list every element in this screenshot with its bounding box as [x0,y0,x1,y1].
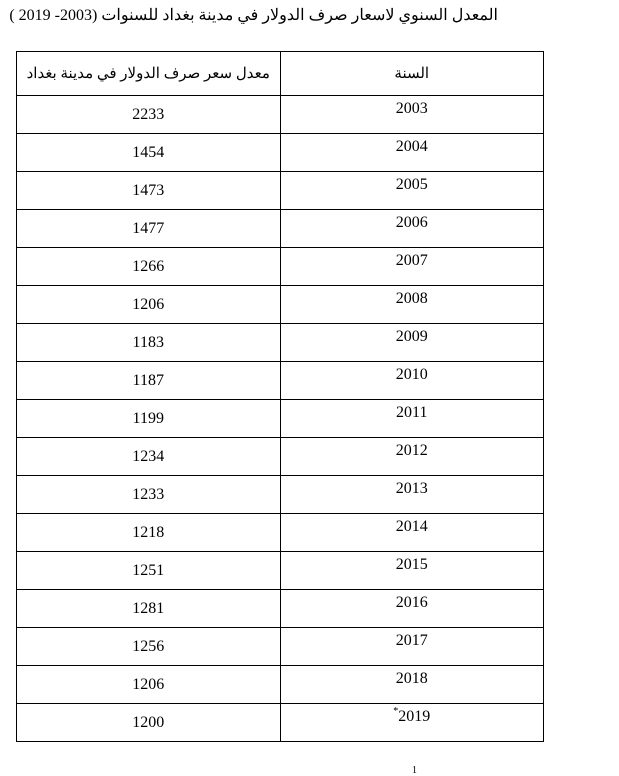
year-cell [280,362,544,400]
rate-cell: 1199 [17,400,281,438]
year-label: 2005 [395,175,428,193]
table-row [17,248,544,286]
table-row [17,210,544,248]
year-cell [280,286,544,324]
year-cell [280,552,544,590]
footnote-reference: 1 [412,765,417,776]
year-cell [280,134,544,172]
year-cell [280,400,544,438]
table-row [17,438,544,476]
table-row [17,324,544,362]
year-cell [280,666,544,704]
rate-cell: 1256 [17,628,281,666]
table-row [17,362,544,400]
rate-cell: 1218 [17,514,281,552]
table-row [17,514,544,552]
rate-cell: 1206 [17,666,281,704]
table-row [17,286,544,324]
year-label: 2009 [395,327,428,345]
table-row [17,96,544,134]
rate-cell: 1187 [17,362,281,400]
rate-cell: 1454 [17,134,281,172]
year-cell [280,476,544,514]
rate-cell: 1206 [17,286,281,324]
rate-cell: 1477 [17,210,281,248]
header-rate: معدل سعر صرف الدولار في مدينة بغداد [17,52,281,96]
year-cell [280,438,544,476]
exchange-rate-table [16,51,544,742]
year-cell [280,248,544,286]
year-label: 2012 [395,441,428,459]
year-label: 2014 [395,517,428,535]
year-label: 2008 [395,289,428,307]
rate-cell: 1183 [17,324,281,362]
year-cell [280,704,544,742]
header-year: السنة [280,52,544,96]
table-row [17,552,544,590]
year-label: 2018 [395,669,428,687]
page-title: المعدل السنوي لاسعار صرف الدولار في مدينة بغداد للسنوات (2003- 2019 ) [9,7,498,24]
table-row [17,172,544,210]
table-row [17,476,544,514]
rate-cell: 1281 [17,590,281,628]
table-row [17,666,544,704]
year-label: 2015 [395,555,428,573]
year-label: 2013 [395,479,428,497]
rate-cell: 1251 [17,552,281,590]
rate-cell: 1233 [17,476,281,514]
year-label: 2003 [395,99,428,117]
year-cell [280,628,544,666]
table-row [17,590,544,628]
footnote-marker: * [393,706,399,718]
rate-cell: 2233 [17,96,281,134]
table-row [17,400,544,438]
year-cell [280,590,544,628]
year-cell [280,96,544,134]
year-label: 2006 [395,213,428,231]
year-cell [280,172,544,210]
year-cell [280,210,544,248]
year-label: 2004 [395,137,428,155]
table-row [17,704,544,742]
rate-cell: 1266 [17,248,281,286]
year-cell [280,514,544,552]
year-label: 2017 [395,631,428,649]
rate-cell: 1200 [17,704,281,742]
year-label: 2011 [396,403,428,421]
table-row [17,134,544,172]
rate-cell: 1473 [17,172,281,210]
table-row [17,628,544,666]
rate-cell: 1234 [17,438,281,476]
year-label: 2016 [395,593,428,611]
table-header-row [17,52,544,96]
year-label: 2019 [398,707,431,725]
year-label: 2010 [395,365,428,383]
year-label: 2007 [395,251,428,269]
year-cell [280,324,544,362]
